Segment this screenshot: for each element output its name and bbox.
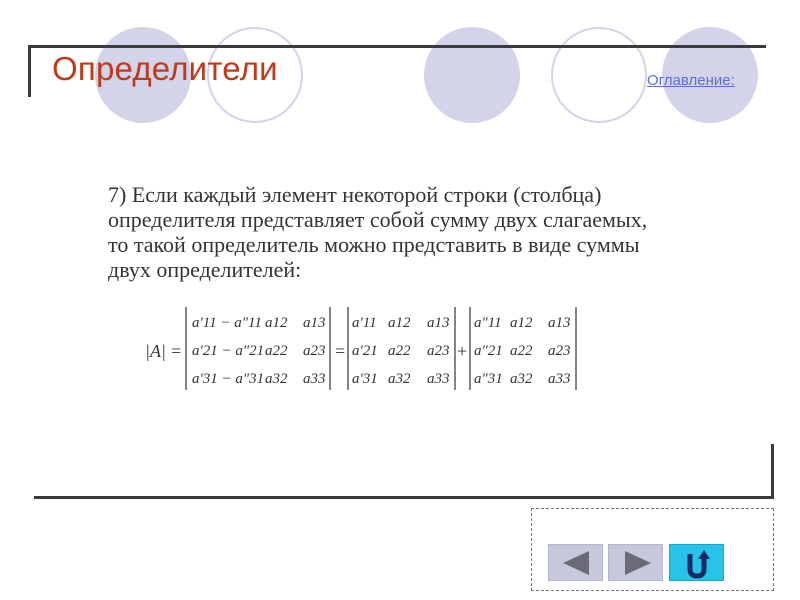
text-line: определителя представляет собой сумму двух слагаемых, (108, 207, 648, 232)
det3-entry-r1c2: a12 (510, 315, 533, 331)
det2-entry-r1c1: a′11 (352, 315, 377, 331)
formula-equals: = (171, 341, 182, 361)
bottom-rule-corner (771, 444, 774, 499)
return-arrow-icon (670, 545, 725, 582)
det3-entry-r2c2: a22 (510, 343, 533, 359)
det1-entry-r1c2: a12 (265, 315, 288, 331)
det2-entry-r1c3: a13 (427, 315, 450, 331)
det2-entry-r2c3: a23 (427, 343, 450, 359)
formula-equals-2: = (335, 341, 346, 361)
bottom-rule (34, 496, 774, 499)
text-line: то такой определитель можно представить в виде суммы (108, 232, 640, 257)
formula-plus: + (457, 341, 468, 361)
slide-title: Определители (52, 50, 278, 87)
det3-entry-r3c1: a″31 (474, 371, 503, 387)
det3-entry-r1c3: a13 (548, 315, 571, 331)
triangle-right-icon (609, 545, 664, 582)
det1-entry-r3c1: a′31 − a″31 (192, 371, 265, 387)
text-line: 7) Если каждый элемент некоторой строки (столбца) (108, 182, 602, 207)
det3-entry-r2c3: a23 (548, 343, 571, 359)
det2-entry-r2c2: a22 (388, 343, 411, 359)
det3-entry-r3c3: a33 (548, 371, 571, 387)
determinant-2 (352, 315, 450, 387)
det2-entry-r3c2: a32 (388, 371, 411, 387)
det1-entry-r3c2: a32 (265, 371, 288, 387)
det3-entry-r3c2: a32 (510, 371, 533, 387)
text-line: двух определителей: (108, 257, 302, 282)
return-button[interactable] (669, 544, 724, 581)
determinant-3 (474, 315, 571, 387)
previous-slide-button[interactable] (548, 544, 603, 581)
next-slide-button[interactable] (608, 544, 663, 581)
det1-entry-r2c2: a22 (265, 343, 288, 359)
det2-entry-r1c2: a12 (388, 315, 411, 331)
det1-entry-r1c1: a′11 − a″11 (192, 315, 262, 331)
det2-entry-r3c3: a33 (427, 371, 450, 387)
det2-entry-r3c1: a′31 (352, 371, 378, 387)
det1-entry-r3c3: a33 (303, 371, 326, 387)
triangle-left-icon (549, 545, 604, 582)
formula-lhs: |A| (145, 341, 166, 361)
det3-entry-r1c1: a″11 (474, 315, 502, 331)
table-of-contents-link[interactable]: Оглавление: (647, 72, 735, 89)
determinant-1 (192, 315, 326, 387)
det1-entry-r2c1: a′21 − a″21 (192, 343, 265, 359)
det1-entry-r1c3: a13 (303, 315, 326, 331)
det2-entry-r2c1: a′21 (352, 343, 378, 359)
det1-entry-r2c3: a23 (303, 343, 326, 359)
det3-entry-r2c1: a″21 (474, 343, 503, 359)
